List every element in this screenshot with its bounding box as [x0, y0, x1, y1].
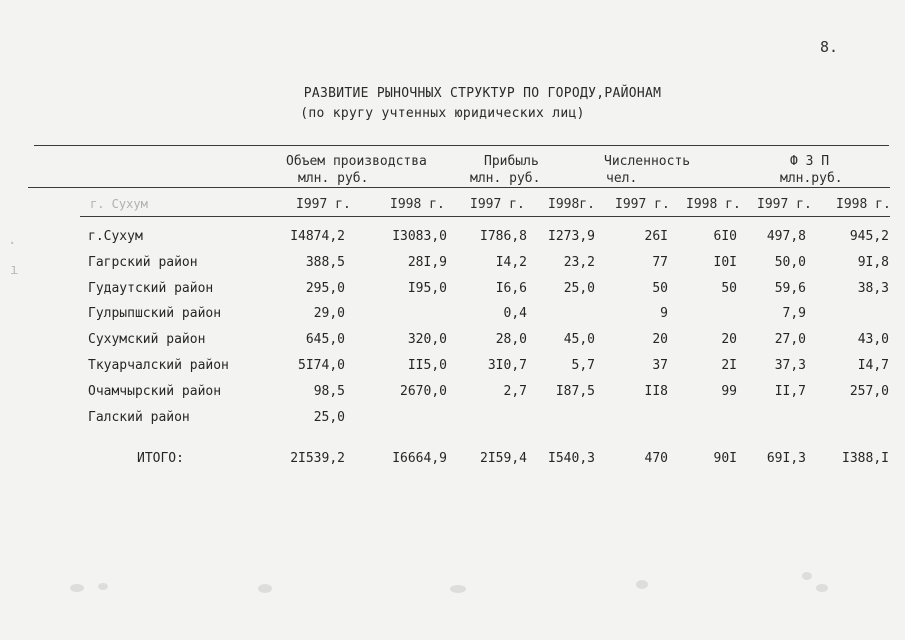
table-cell: I0I — [713, 255, 737, 270]
header-employees-unit: чел. — [606, 171, 638, 186]
table-row — [0, 306, 905, 326]
table-cell: 69I,3 — [766, 451, 806, 466]
table-cell: 470 — [644, 451, 668, 466]
table-cell: 2,7 — [503, 384, 527, 399]
region-name: Гулрыпшский район — [88, 306, 222, 321]
header-divider-rule — [28, 187, 890, 188]
region-name: Галский район — [88, 410, 190, 425]
table-cell: I4,2 — [495, 255, 527, 270]
table-cell: I6,6 — [495, 281, 527, 296]
table-cell: 98,5 — [313, 384, 345, 399]
table-cell: 7,9 — [782, 306, 806, 321]
table-cell: I273,9 — [548, 229, 595, 244]
table-cell: 9 — [660, 306, 668, 321]
table-cell: 945,2 — [849, 229, 889, 244]
table-cell: II,7 — [774, 384, 806, 399]
table-cell: 320,0 — [407, 332, 447, 347]
table-cell: 59,6 — [774, 281, 806, 296]
table-cell: II5,0 — [407, 358, 447, 373]
table-row — [0, 332, 905, 352]
region-name: Очамчырский район — [88, 384, 222, 399]
table-cell: 2670,0 — [400, 384, 447, 399]
table-top-rule — [34, 145, 889, 146]
ink-smudge — [802, 572, 812, 580]
table-cell: 5,7 — [571, 358, 595, 373]
table-cell: 25,0 — [563, 281, 595, 296]
header-profit — [470, 153, 540, 187]
year-header: I997 г. — [615, 197, 670, 212]
header-region-faint: г. Сухум — [90, 197, 148, 211]
year-header: I997 г. — [296, 197, 351, 212]
table-cell: I388,I — [842, 451, 889, 466]
table-cell: 28I,9 — [407, 255, 447, 270]
table-cell: 37,3 — [774, 358, 806, 373]
year-divider-rule — [80, 216, 890, 217]
table-cell: 0,4 — [503, 306, 527, 321]
region-name: Гудаутский район — [88, 281, 214, 296]
region-name: Гагрский район — [88, 255, 198, 270]
table-cell: 25,0 — [313, 410, 345, 425]
header-production-unit: млн. руб. — [298, 171, 369, 186]
header-production-title: Объем производства — [286, 154, 427, 169]
table-cell: 645,0 — [305, 332, 345, 347]
table-cell: 295,0 — [305, 281, 345, 296]
table-cell: 497,8 — [766, 229, 806, 244]
table-cell: 23,2 — [563, 255, 595, 270]
region-name: г.Сухум — [88, 229, 143, 244]
year-header: I998 г. — [686, 197, 741, 212]
table-cell: 29,0 — [313, 306, 345, 321]
table-cell: 45,0 — [563, 332, 595, 347]
table-cell: 20 — [652, 332, 668, 347]
table-cell: 6I0 — [713, 229, 737, 244]
table-cell: 20 — [721, 332, 737, 347]
table-row — [0, 281, 905, 301]
year-header: I997 г. — [470, 197, 525, 212]
margin-mark: · — [8, 236, 17, 252]
table-cell: 50 — [721, 281, 737, 296]
table-cell: I786,8 — [480, 229, 527, 244]
margin-mark: ı — [10, 262, 19, 278]
ink-smudge — [816, 584, 828, 592]
table-cell: 50 — [652, 281, 668, 296]
region-name: Ткуарчалский район — [88, 358, 229, 373]
table-row — [0, 229, 905, 249]
table-cell: 37 — [652, 358, 668, 373]
ink-smudge — [98, 583, 108, 590]
table-cell: I4,7 — [857, 358, 889, 373]
table-cell: I6664,9 — [392, 451, 447, 466]
table-cell: 257,0 — [849, 384, 889, 399]
header-profit-title: Прибыль — [484, 154, 539, 169]
ink-smudge — [70, 584, 84, 592]
year-header: I998 г. — [390, 197, 445, 212]
table-cell: 28,0 — [495, 332, 527, 347]
table-cell: 50,0 — [774, 255, 806, 270]
header-employees-title: Численность — [604, 154, 691, 169]
ink-smudge — [258, 584, 272, 593]
table-cell: 2I539,2 — [290, 451, 345, 466]
document-title: РАЗВИТИЕ РЫНОЧНЫХ СТРУКТУР ПО ГОРОДУ,РАЙОНАМ — [303, 86, 662, 101]
table-cell: 99 — [721, 384, 737, 399]
table-cell: 43,0 — [857, 332, 889, 347]
table-cell: 9I,8 — [857, 255, 889, 270]
table-cell: 27,0 — [774, 332, 806, 347]
table-cell: 77 — [652, 255, 668, 270]
table-cell: II8 — [644, 384, 668, 399]
ink-smudge — [450, 585, 466, 593]
table-cell: I540,3 — [548, 451, 595, 466]
year-header: I998г. — [548, 197, 595, 212]
year-header: I998 г. — [836, 197, 891, 212]
table-row — [0, 410, 905, 430]
table-cell: 38,3 — [857, 281, 889, 296]
table-cell: 2I — [721, 358, 737, 373]
document-subtitle: (по кругу учтенных юридических лиц) — [300, 106, 585, 121]
page-number: 8. — [820, 38, 839, 56]
table-row — [0, 358, 905, 378]
table-row — [0, 384, 905, 404]
header-employees — [604, 153, 690, 187]
region-name: Сухумский район — [88, 332, 206, 347]
table-cell: 388,5 — [305, 255, 345, 270]
table-cell: I4874,2 — [290, 229, 345, 244]
total-row — [0, 451, 905, 471]
table-cell: 5I74,0 — [298, 358, 345, 373]
table-cell: I95,0 — [407, 281, 447, 296]
table-cell: 2I59,4 — [480, 451, 527, 466]
table-cell: 90I — [713, 451, 737, 466]
table-cell: 3I0,7 — [487, 358, 527, 373]
year-header: I997 г. — [757, 197, 812, 212]
table-cell: I87,5 — [555, 384, 595, 399]
total-label: ИТОГО: — [137, 451, 184, 466]
header-production — [286, 153, 427, 187]
header-payroll — [780, 153, 843, 187]
header-payroll-unit: млн.руб. — [780, 171, 843, 186]
header-payroll-title: Ф З П — [790, 154, 830, 169]
table-cell: 26I — [644, 229, 668, 244]
table-cell: I3083,0 — [392, 229, 447, 244]
table-row — [0, 255, 905, 275]
header-profit-unit: млн. руб. — [470, 171, 541, 186]
ink-smudge — [636, 580, 648, 589]
